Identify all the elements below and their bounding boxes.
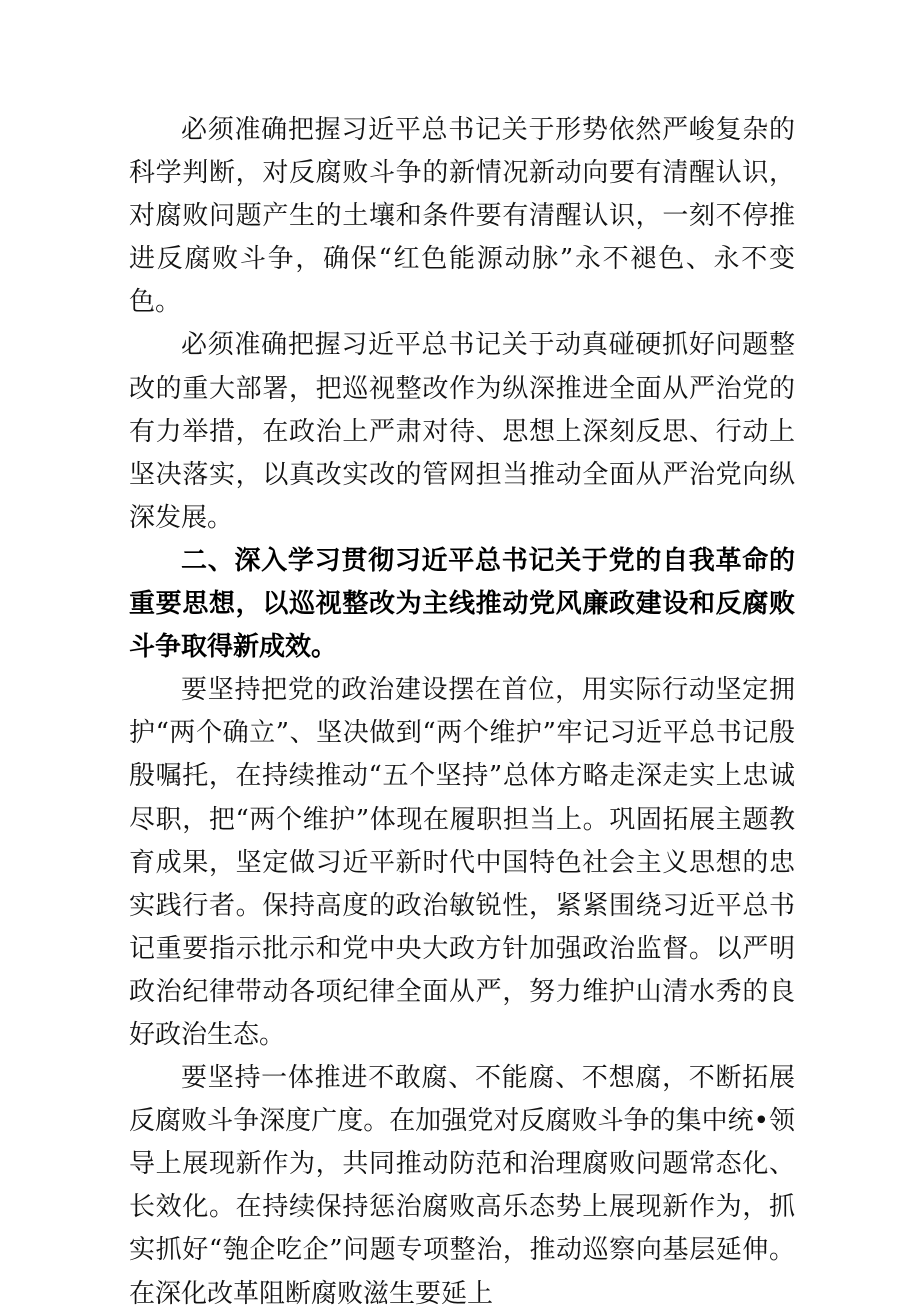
document-body: [129, 109, 795, 1316]
section-heading: 二、深入学习贯彻习近平总书记关于党的自我革命的重要思想，以巡视整改为主线推动党风廉政建设和反腐败斗争取得新成效。: [129, 545, 795, 663]
paragraph-1: 必须准确把握习近平总书记关于形势依然严峻复杂的科学判断，对反腐败斗争的新情况新动向要有清醒认识，对腐败问题产生的土壤和条件要有清醒认识，一刻不停推进反腐败斗争，确保“红色能源动脉”永不褪色、永不变色。: [129, 115, 795, 318]
paragraph-3: 要坚持把党的政治建设摆在首位，用实际行动坚定拥护“两个确立”、坚决做到“两个维护”牢记习近平总书记殷殷嘱托，在持续推动“五个坚持”总体方略走深走实上忠诚尽职，把“两个维护”体现在履职担当上。巩固拓展主题教育成果，坚定做习近平新时代中国特色社会主义思想的忠实践行者。保持高度的政治敏锐性，紧紧围绕习近平总书记重要指示批示和党中央大政方针加强政治监督。以严明政治纪律带动各项纪律全面从严，努力维护山清水秀的良好政治生态。: [129, 675, 795, 1050]
paragraph-4: 要坚持一体推进不敢腐、不能腐、不想腐，不断拓展反腐败斗争深度广度。在加强党对反腐败斗争的集中统•领导上展现新作为，共同推动防范和治理腐败问题常态化、长效化。在持续保持惩治腐败高乐态势上展现新作为，抓实抓好“匏企吃企”问题专项整治，推动巡察向基层延伸。在深化改革阻断腐败滋生要延上: [129, 1063, 795, 1309]
paragraph-2: 必须准确把握习近平总书记关于动真碰硬抓好问题整改的重大部署，把巡视整改作为纵深推进全面从严治党的有力举措，在政治上严肃对待、思想上深刻反思、行动上坚决落实，以真改实改的管网担当推动全面从严治党向纵深发展。: [129, 330, 795, 533]
